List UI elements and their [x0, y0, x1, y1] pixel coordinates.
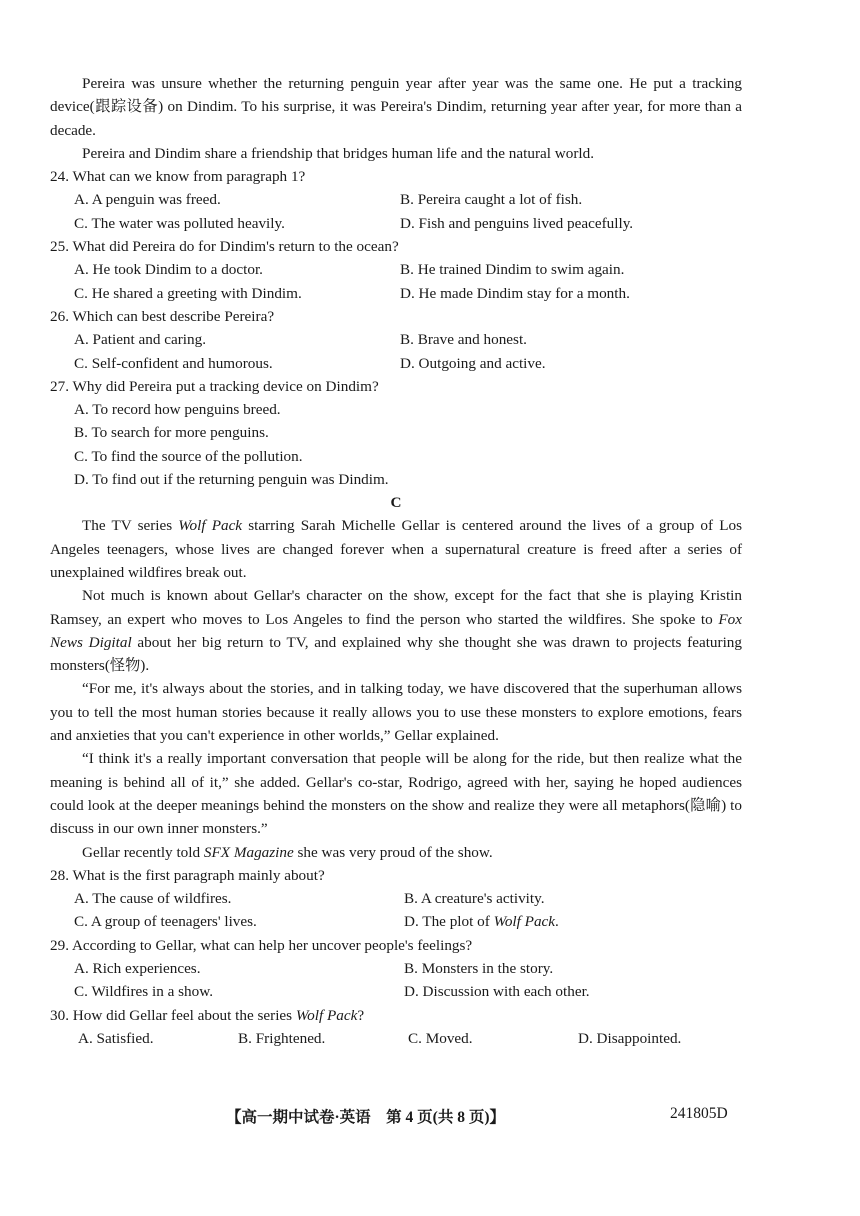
question-stem: 25. What did Pereira do for Dindim's return to the ocean? [50, 238, 399, 256]
media-name: Fox News Digital [50, 610, 742, 651]
option-b: B. Monsters in the story. [404, 959, 554, 977]
option-d: D. He made Dindim stay for a month. [400, 284, 630, 302]
option-a: A. To record how penguins breed. [74, 401, 281, 419]
option-a: A. He took Dindim to a doctor. [74, 261, 263, 279]
passage-paragraph: “I think it's a really important conversation that people will be along for the ride, but then realize what the meaning is behind all of it,” she added. Gellar's co-star, Rodrigo, agreed with her, saying he hoped audiences could look at the deeper meanings behind the monsters on the show and realize they were all metaphors(隐喻) to discuss in our own inner monsters.” [50, 750, 742, 838]
option-a: A. Rich experiences. [74, 959, 201, 977]
options [50, 398, 742, 491]
option-d: D. The plot of Wolf Pack. [404, 913, 559, 931]
option-c: C. Wildfires in a show. [74, 983, 214, 1001]
question-stem: 26. Which can best describe Pereira? [50, 307, 275, 325]
question-24 [50, 165, 742, 235]
footer-code: 241805D [670, 1105, 728, 1122]
question-29 [50, 934, 742, 1004]
section-label: C [390, 494, 402, 512]
option-c: C. He shared a greeting with Dindim. [74, 284, 302, 302]
option-b: B. Pereira caught a lot of fish. [400, 191, 583, 209]
option-d: D. Disappointed. [578, 1029, 682, 1047]
options [50, 887, 742, 934]
series-title: Wolf Pack [178, 517, 243, 535]
passage-paragraph: Gellar recently told SFX Magazine she was very proud of the show. [82, 843, 493, 861]
passage-paragraph: The TV series Wolf Pack starring Sarah Michelle Gellar is centered around the lives of a group of Los Angeles teenagers, whose lives are changed forever when a supernatural creature is freed after a series of unexplained wildfires break out. [50, 517, 742, 581]
options [50, 1027, 742, 1050]
option-b: B. Frightened. [238, 1029, 326, 1047]
question-stem: 24. What can we know from paragraph 1? [50, 168, 306, 186]
footer-page-info: 【高一期中试卷·英语 第 4 页(共 8 页)】 [226, 1109, 505, 1126]
question-stem: 28. What is the first paragraph mainly about? [50, 866, 325, 884]
option-a: A. The cause of wildfires. [74, 890, 232, 908]
question-30 [50, 1004, 742, 1051]
question-stem: 29. According to Gellar, what can help her uncover people's feelings? [50, 936, 473, 954]
option-a: A. Satisfied. [78, 1029, 154, 1047]
option-b: B. He trained Dindim to swim again. [400, 261, 625, 279]
option-d: D. To find out if the returning penguin was Dindim. [74, 471, 389, 489]
question-28 [50, 864, 742, 934]
question-25 [50, 235, 742, 305]
option-b: B. To search for more penguins. [74, 424, 269, 442]
question-stem: 30. How did Gellar feel about the series Wolf Pack? [50, 1006, 365, 1024]
option-b: B. Brave and honest. [400, 331, 527, 349]
passage-paragraph: Pereira and Dindim share a friendship that bridges human life and the natural world. [82, 144, 594, 162]
option-d: D. Fish and penguins lived peacefully. [400, 214, 634, 232]
passage-paragraph: Pereira was unsure whether the returning penguin year after year was the same one. He put a tracking device(跟踪设备) on Dindim. To his surprise, it was Pereira's Dindim, returning year after year, for more than a decade. [50, 75, 742, 139]
options [50, 957, 742, 1004]
question-26 [50, 305, 742, 375]
page-footer [0, 1105, 860, 1129]
option-c: C. To find the source of the pollution. [74, 447, 303, 465]
option-b: B. A creature's activity. [404, 890, 545, 908]
page-content [50, 72, 742, 1050]
option-a: A. Patient and caring. [74, 331, 207, 349]
option-d: D. Outgoing and active. [400, 354, 546, 372]
options [50, 258, 742, 305]
option-a: A. A penguin was freed. [74, 191, 221, 209]
option-c: C. Self-confident and humorous. [74, 354, 273, 372]
question-stem: 27. Why did Pereira put a tracking device on Dindim? [50, 377, 379, 395]
option-c: C. The water was polluted heavily. [74, 214, 285, 232]
option-c: C. Moved. [408, 1029, 473, 1047]
options [50, 328, 742, 375]
magazine-name: SFX Magazine [203, 843, 294, 861]
options [50, 188, 742, 235]
option-d: D. Discussion with each other. [404, 983, 590, 1001]
option-c: C. A group of teenagers' lives. [74, 913, 257, 931]
passage-paragraph: Not much is known about Gellar's character on the show, except for the fact that she is playing Kristin Ramsey, an expert who moves to Los Angeles to find the person who started the wildfires. She spoke to Fox News Digital about her big return to TV, and explained why she thought she was drawn to projects featuring monsters(怪物). [50, 587, 742, 675]
passage-paragraph: “For me, it's always about the stories, and in talking today, we have discovered that the superhuman allows you to tell the most human stories because it really allows you to use these monsters to explore emotions, fears and anxieties that you can't experience in other worlds,” Gellar explained. [50, 680, 742, 745]
question-27 [50, 375, 742, 491]
